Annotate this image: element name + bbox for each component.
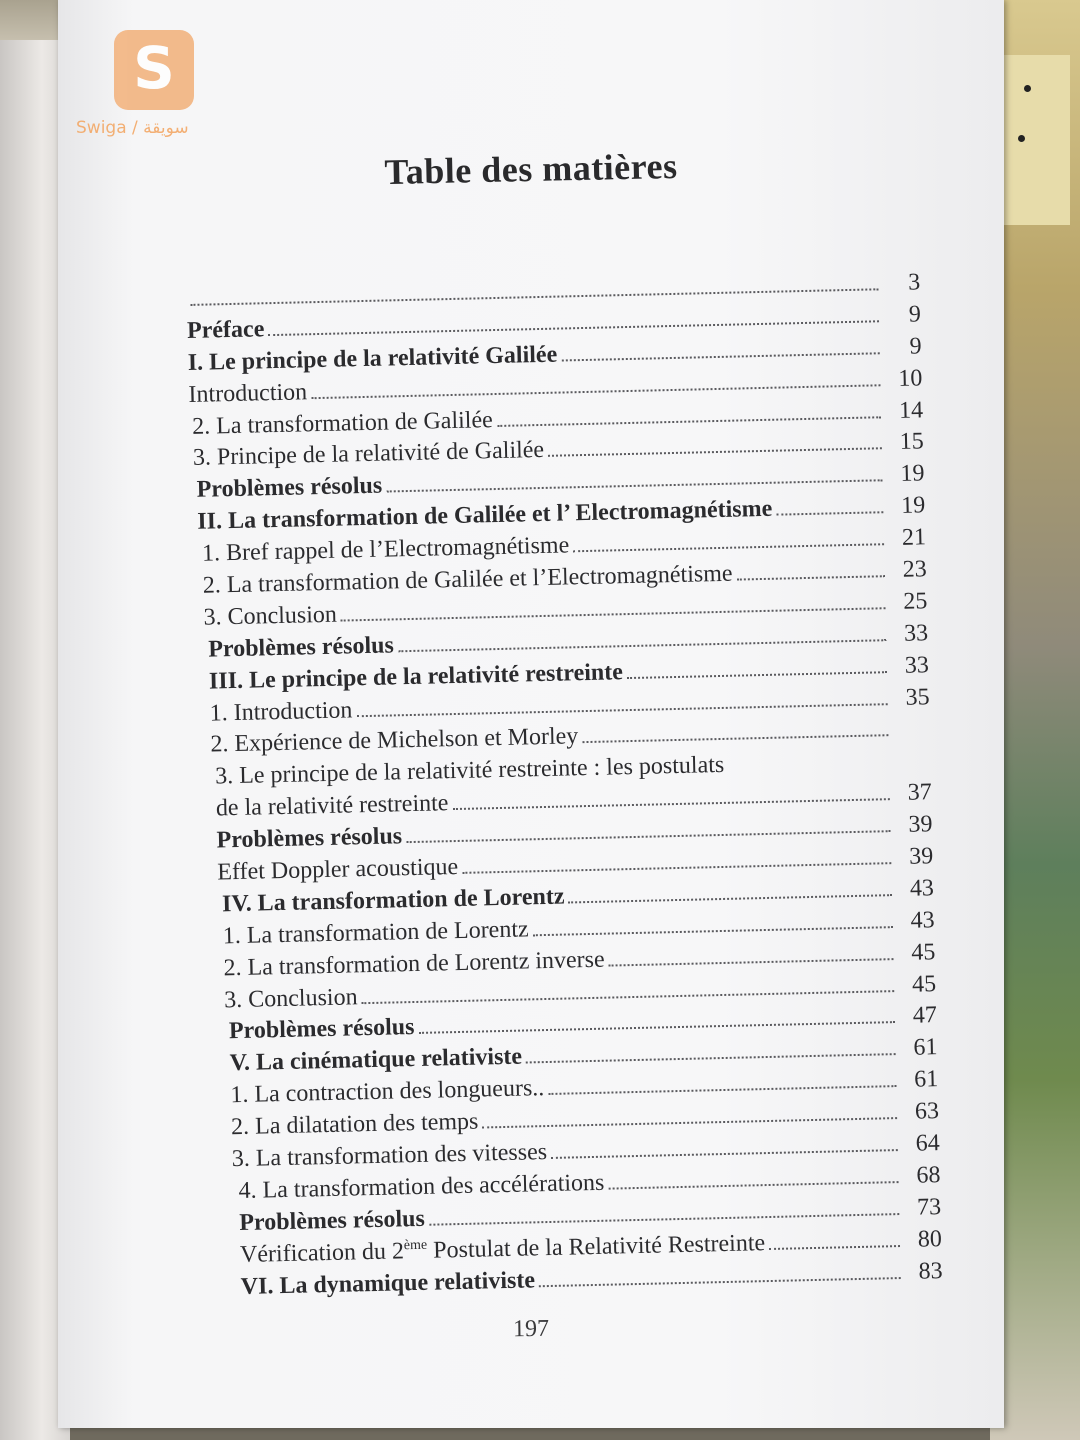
toc-page-number: 19 — [900, 460, 925, 488]
toc-page-number — [894, 736, 930, 737]
toc-label: 3. Conclusion — [203, 601, 338, 631]
toc-label: Problèmes résolus — [196, 472, 383, 504]
toc-label: Problèmes résolus — [216, 823, 403, 854]
leader-dots — [573, 543, 884, 552]
toc-label: 2. La transformation de Lorentz inverse — [223, 946, 605, 982]
leader-dots — [737, 575, 885, 580]
leader-dots — [398, 639, 886, 652]
toc-page-number: 43 — [910, 906, 935, 934]
background-dot — [1024, 85, 1031, 92]
toc-label: 2. La transformation de Galilée et l’Electromagnétisme — [202, 560, 733, 599]
leader-dots — [419, 1022, 895, 1035]
toc-page-number: 9 — [909, 333, 922, 360]
toc-label: 2. La transformation de Galilée — [191, 406, 494, 440]
leader-dots — [526, 1053, 896, 1063]
toc-label: Problèmes résolus — [208, 632, 395, 663]
toc-label: 1. Introduction — [209, 696, 353, 727]
toc-label: I. Le principe de la relativité Galilée — [187, 341, 558, 376]
watermark-logo-icon — [114, 30, 194, 110]
leader-dots — [608, 1181, 898, 1190]
toc-label-part: Vérification du 2 — [239, 1238, 405, 1268]
leader-dots — [776, 511, 883, 515]
toc-label-part: Postulat de la Relativité Restreinte — [426, 1229, 766, 1264]
toc-page-number: 25 — [903, 588, 928, 615]
leader-dots — [482, 1117, 897, 1128]
toc-page-number: 19 — [900, 492, 926, 520]
toc-page-number: 73 — [916, 1193, 942, 1221]
toc-page-number: 35 — [905, 683, 930, 711]
toc-label: 3. La transformation des vitesses — [231, 1139, 548, 1173]
toc-page-number: 10 — [898, 364, 923, 392]
toc-label: Problèmes résolus — [228, 1014, 415, 1045]
book-page — [58, 0, 1004, 1428]
toc-label: Problèmes résolus — [239, 1205, 426, 1236]
toc-page-number: 43 — [909, 875, 935, 902]
toc-page-number: 61 — [913, 1066, 939, 1093]
toc-page-number: 47 — [912, 1002, 938, 1030]
leader-dots — [406, 830, 890, 843]
page-number: 197 — [512, 1315, 550, 1343]
toc-page-number: 9 — [908, 301, 922, 328]
leader-dots — [548, 448, 882, 458]
toc-page-number: 45 — [911, 970, 937, 998]
toc-label: II. La transformation de Galilée et l’ Electromagnétisme — [197, 495, 773, 536]
toc-label: Effet Doppler acoustique — [217, 854, 459, 886]
watermark — [70, 30, 230, 140]
leader-dots — [548, 1085, 896, 1095]
toc-label: 1. La contraction des longueurs.. — [230, 1075, 545, 1109]
toc-label: 2. Expérience de Michelson et Morley — [210, 723, 579, 759]
toc-page-number: 64 — [915, 1130, 940, 1157]
leader-dots — [539, 1277, 901, 1287]
toc-page-number: 21 — [901, 524, 927, 551]
watermark-logo-letter: S — [133, 34, 175, 102]
leader-dots — [533, 926, 893, 936]
toc-page-number: 39 — [908, 811, 933, 838]
toc-page-number: 23 — [902, 556, 927, 583]
leader-dots — [462, 862, 891, 874]
table-of-contents — [186, 267, 943, 1304]
toc-page-number: 14 — [898, 396, 924, 424]
toc-label: VI. La dynamique relativiste — [240, 1266, 536, 1300]
leader-dots — [311, 384, 880, 399]
toc-page-number: 33 — [903, 620, 929, 647]
leader-dots — [356, 703, 887, 717]
leader-dots — [429, 1213, 899, 1226]
leader-dots — [582, 735, 888, 744]
leader-dots — [386, 480, 882, 493]
toc-label: 3. Le principe de la relativité restreinte : les postulats — [214, 752, 725, 790]
leader-dots — [569, 894, 893, 903]
toc-label: Introduction — [188, 378, 308, 408]
toc-page-number: 83 — [918, 1257, 943, 1285]
leader-dots — [551, 1149, 898, 1159]
toc-page-number: 45 — [911, 938, 936, 966]
leader-dots — [609, 958, 894, 966]
toc-page-number: 63 — [914, 1098, 940, 1125]
toc-label: 1. Bref rappel de l’Electromagnétisme — [201, 532, 570, 567]
toc-label: Préface — [186, 316, 265, 344]
toc-page-number: 3 — [907, 269, 921, 296]
toc-page-number: 15 — [899, 428, 925, 456]
toc-label: 4. La transformation des accélérations — [238, 1169, 605, 1204]
toc-label: IV. La transformation de Lorentz — [221, 883, 565, 918]
toc-label: de la relativité restreinte — [215, 790, 449, 822]
background-dot — [1018, 135, 1025, 142]
toc-label: 3. Principe de la relativité de Galilée — [192, 437, 545, 472]
toc-label: III. Le principe de la relativité restreinte — [208, 658, 624, 695]
leader-dots — [453, 798, 890, 810]
toc-page-number: 33 — [904, 651, 930, 679]
leader-dots — [561, 352, 879, 361]
watermark-text: Swiga / سويقة — [76, 118, 189, 138]
toc-label: V. La cinématique relativiste — [229, 1043, 523, 1077]
toc-label: 1. La transformation de Lorentz — [222, 916, 529, 950]
leader-dots — [497, 416, 881, 427]
toc-label: 3. Conclusion — [223, 983, 358, 1013]
leader-dots — [627, 671, 887, 679]
leader-dots — [362, 990, 895, 1004]
leader-dots — [769, 1245, 900, 1250]
toc-page-number: 61 — [913, 1034, 938, 1062]
toc-label: 2. La dilatation des temps — [230, 1108, 479, 1141]
toc-page-number: 68 — [916, 1162, 941, 1189]
toc-page-number: 39 — [908, 843, 934, 870]
toc-page-number: 80 — [917, 1225, 943, 1253]
page-title: Table des matières — [384, 145, 678, 193]
leader-dots — [341, 607, 886, 621]
toc-page-number: 37 — [907, 779, 933, 807]
background-card — [1000, 55, 1070, 225]
toc-label-superscript: ème — [403, 1237, 428, 1254]
